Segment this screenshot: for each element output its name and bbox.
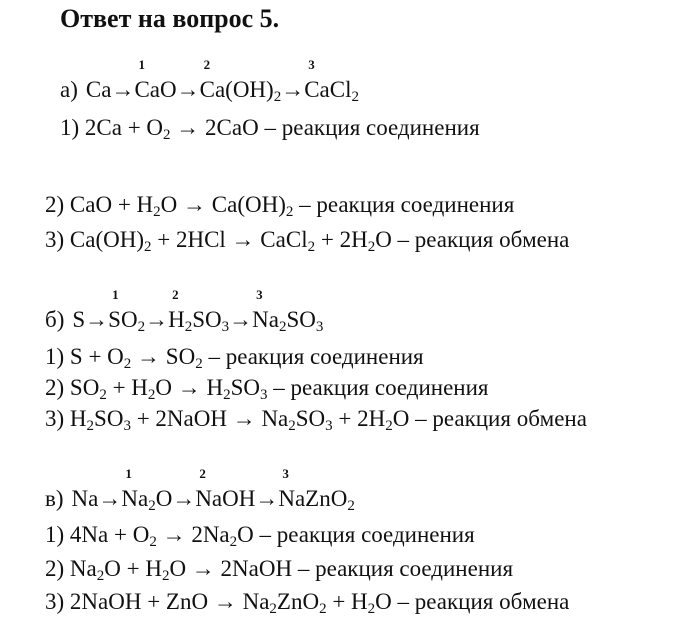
scheme-substance: NaZnO$_2$ 3 [278,466,355,514]
arrow-icon: → [281,77,305,102]
scheme-substance: $Na_2SO_3$ 3 [252,287,324,335]
step-number: 3 [256,287,263,302]
scheme-a [60,57,359,105]
scheme-substance: CaO 1 [134,57,177,102]
step-number: 1 [138,57,145,72]
scheme-substance: NaOH 2 [195,466,256,511]
scheme-substance: Ca [85,77,112,102]
step-number: 3 [282,466,289,481]
scheme-b [45,287,324,335]
arrow-icon: → [229,307,253,332]
reaction-a-1: 1) $2Ca + O_2 \to 2CaO$ – реакция соединения [60,115,480,143]
step-number: 2 [203,57,211,72]
step-number: 1 [125,466,132,481]
reaction-b-2: 2) $SO_2 + H_2O \to H_2SO_3$ – реакция соединения [45,375,489,403]
arrow-icon: → [98,486,122,511]
scheme-substance: $H_2SO_3$ 2 [168,287,230,335]
reaction-b-1: 1) $S + O_2 \to SO_2$ – реакция соединения [45,344,424,372]
step-number: 3 [308,57,315,72]
arrow-icon: → [85,307,109,332]
scheme-substance: S [72,307,86,332]
reaction-a-3: 3) $Ca(OH)_2 + 2HCl$ → CaCl$_2$ + $2H_2O$ – реакция обмена [45,227,570,255]
scheme-c [45,466,355,514]
reaction-b-3: 3) $H_2SO_3$ + 2NaOH → $Na_2SO_3 + 2H_2O$ – реакция обмена [45,406,587,434]
scheme-substance: $Ca(OH)_2$ 2 [199,57,282,105]
arrow-icon: → [111,77,135,102]
scheme-substance: $SO_2$ 1 [108,287,146,335]
reaction-a-2: 2) CaO + $H_2O \to Ca(OH)_2$ – реакция соединения [45,192,515,220]
scheme-label: а) [60,77,78,102]
arrow-icon: → [172,486,196,511]
scheme-label: в) [45,486,64,511]
page-title: Ответ на вопрос 5. [60,4,280,33]
step-number: 2 [172,287,179,302]
step-number: 1 [112,287,119,302]
scheme-substance: $Na_2O$ 1 [121,466,173,514]
reaction-c-3: 3) 2NaOH + ZnO → $Na_2ZnO_2 + H_2O$ – реакция обмена [45,589,570,617]
arrow-icon: → [255,486,279,511]
reaction-c-1: 1) $4Na + O_2 \to 2Na_2O$ – реакция соединения [45,522,475,550]
reaction-c-2: 2) $Na_2O + H_2O$ → 2NaOH – реакция соединения [45,556,514,584]
step-number: 2 [199,466,206,481]
arrow-icon: → [176,77,200,102]
scheme-label: б) [45,307,65,332]
scheme-substance: Na [71,486,99,511]
scheme-substance: CaCl$_2$ 3 [304,57,359,105]
arrow-icon: → [145,307,169,332]
